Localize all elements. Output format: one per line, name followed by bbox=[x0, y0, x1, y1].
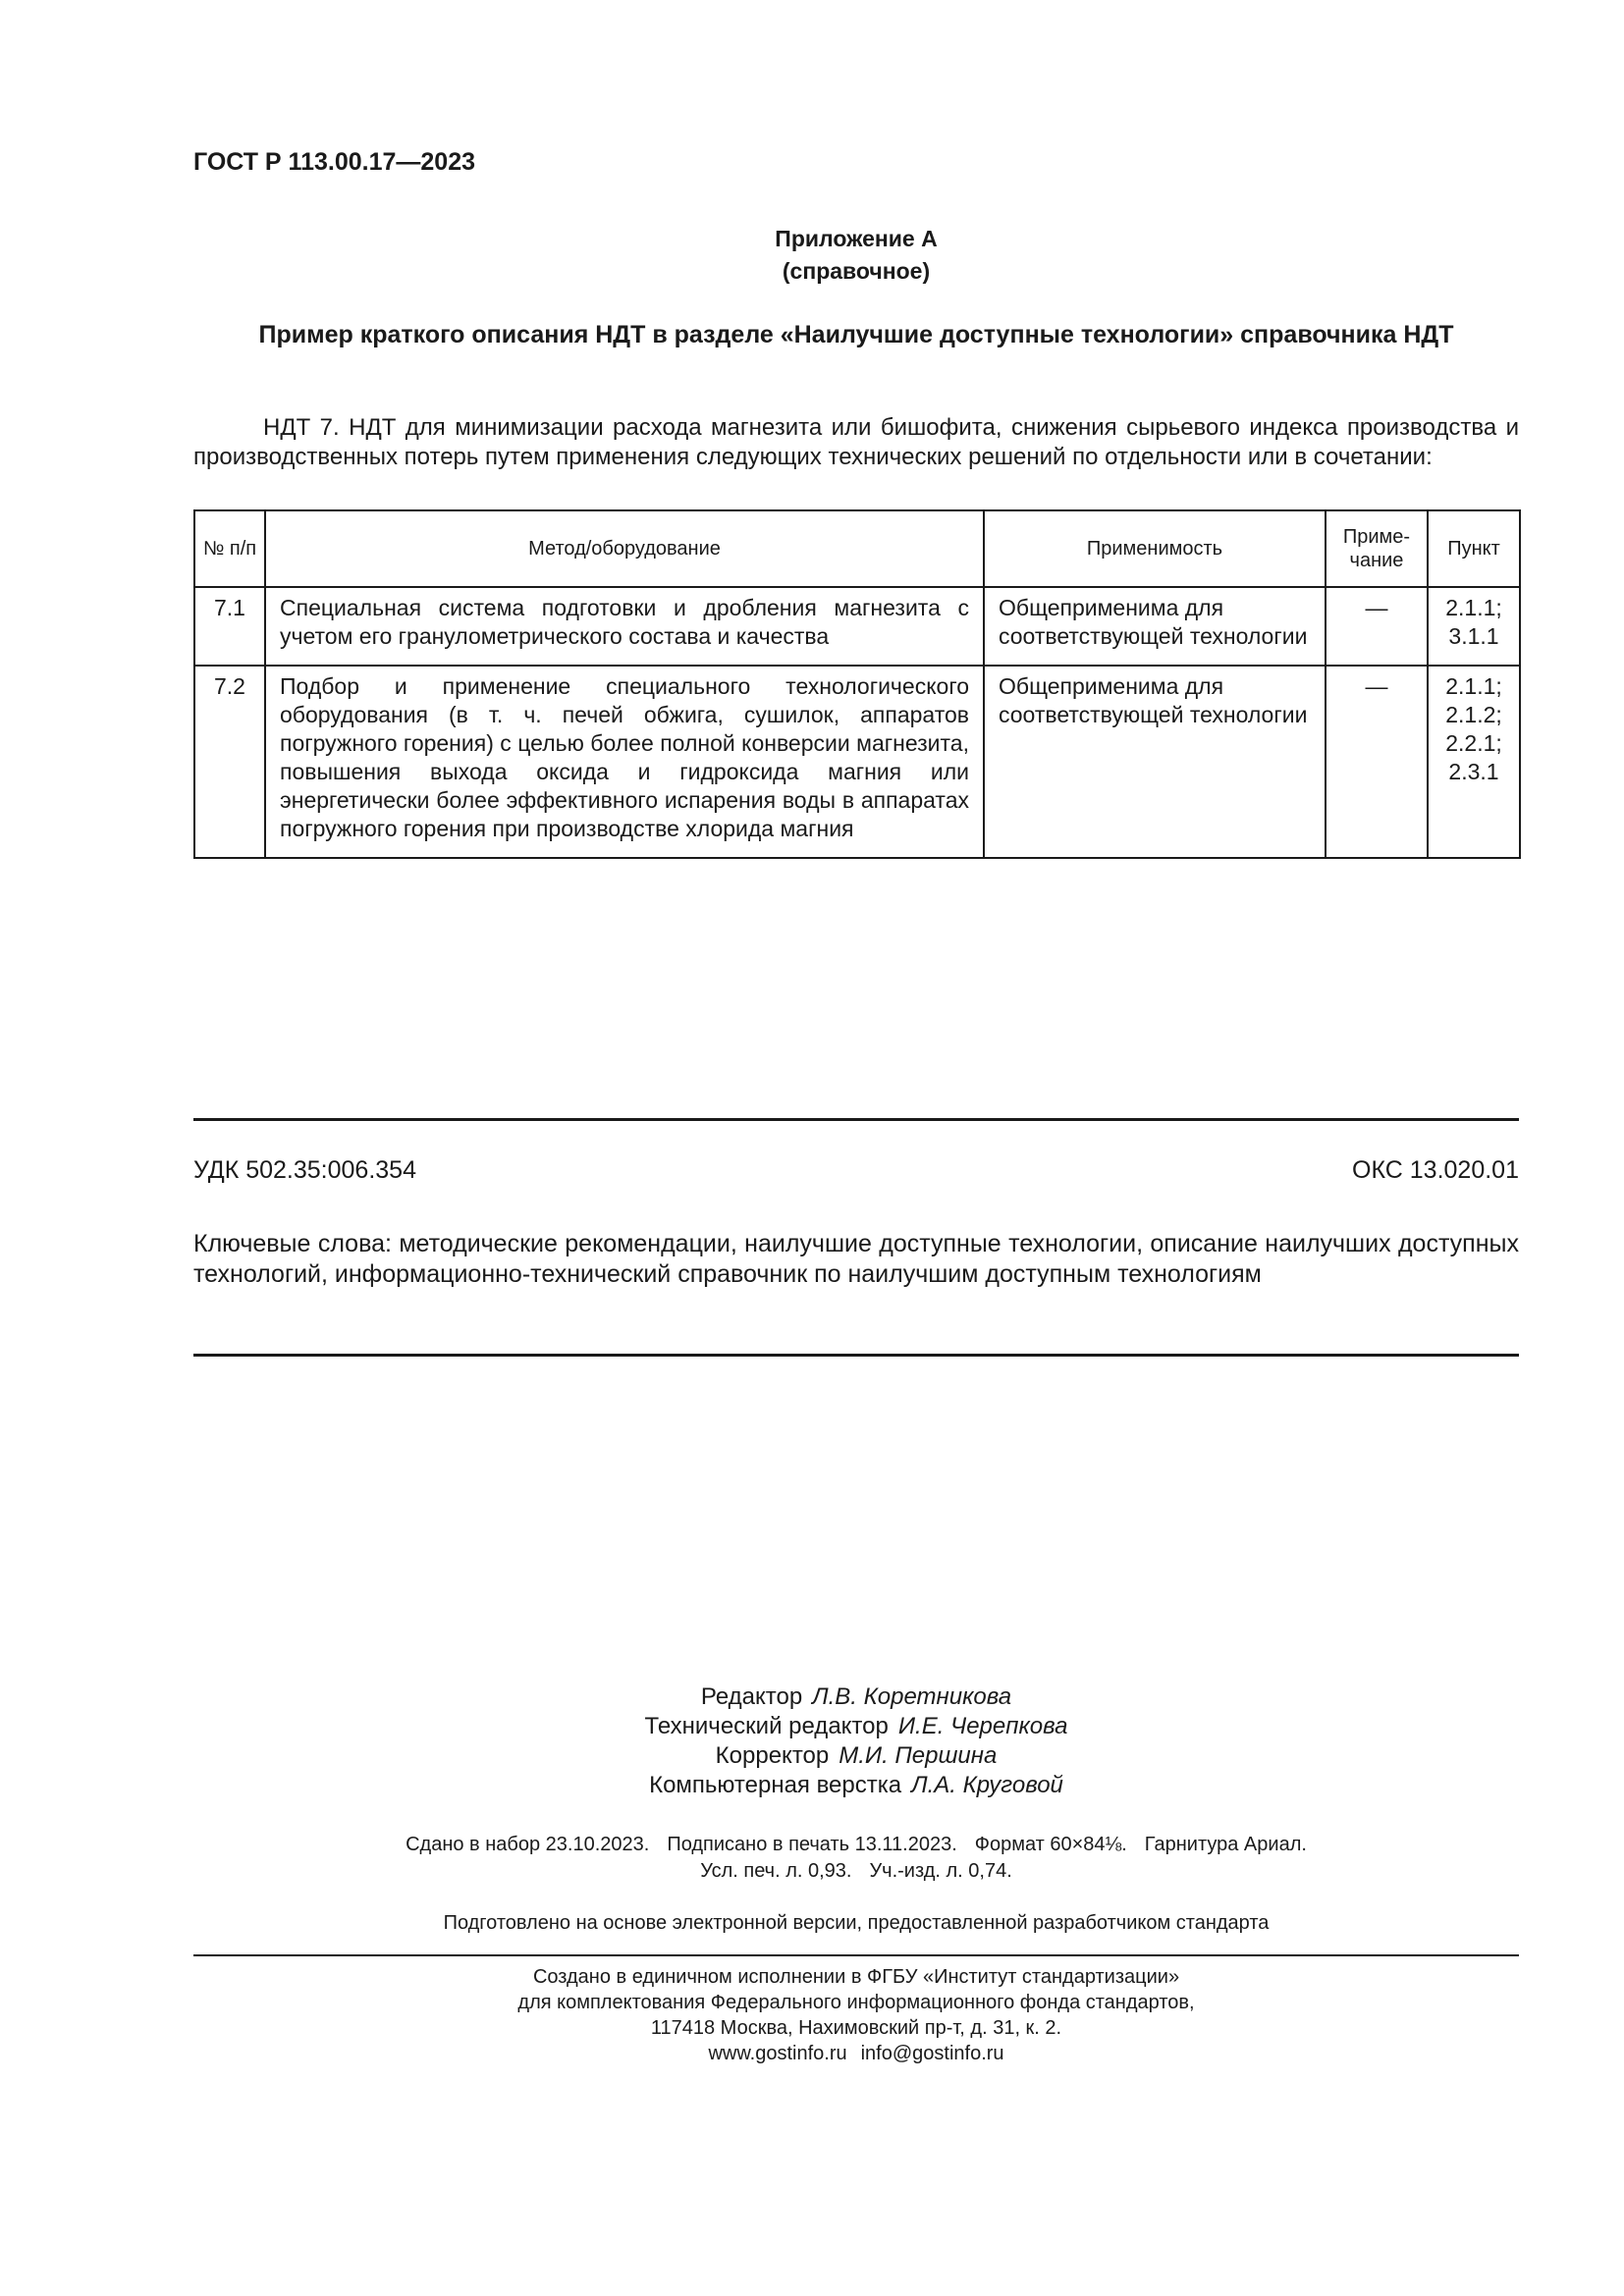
pub-sheets: Уч.-изд. л. 0,74. bbox=[869, 1860, 1012, 1882]
row-note: — bbox=[1326, 666, 1428, 858]
intro-paragraph: НДТ 7. НДТ для минимизации расхода магнезита или бишофита, снижения сырьевого индекса производства и производственных потерь путем применения следующих технических решений по отдельности или в сочетании: bbox=[193, 414, 1519, 470]
row-point: 2.1.1; 2.1.2; 2.2.1; 2.3.1 bbox=[1428, 666, 1520, 858]
publisher-line: для комплектования Федерального информационного фонда стандартов, bbox=[517, 1992, 1195, 2013]
ndt-table bbox=[193, 509, 1521, 859]
appendix-heading: Пример краткого описания НДТ в разделе «Наилучшие доступные технологии» справочника НДТ bbox=[258, 321, 1454, 348]
print-info bbox=[193, 1832, 1519, 1885]
typeface: Гарнитура Ариал. bbox=[1144, 1834, 1307, 1855]
publisher-contacts bbox=[193, 2041, 1519, 2066]
appendix-subtitle: (справочное) bbox=[782, 258, 931, 284]
oks-code: ОКС 13.020.01 bbox=[1352, 1156, 1519, 1184]
header-note: Приме-чание bbox=[1326, 510, 1428, 587]
credit-line bbox=[193, 1682, 1519, 1712]
paper-format: Формат 60×84⅛. bbox=[974, 1834, 1127, 1855]
credit-line bbox=[193, 1712, 1519, 1741]
table-row bbox=[194, 587, 1520, 666]
keywords: Ключевые слова: методические рекомендации, наилучшие доступные технологии, описание наилучших доступных технологий, информационно-технический справочник по наилучшим доступным технологиям bbox=[193, 1230, 1519, 1288]
header-num: № п/п bbox=[194, 510, 265, 587]
print-info-line bbox=[193, 1858, 1519, 1885]
row-applicability: Общеприменима для соответствующей технологии bbox=[984, 666, 1326, 858]
credit-role: Компьютерная верстка bbox=[649, 1772, 902, 1798]
row-num: 7.2 bbox=[194, 666, 265, 858]
submitted-date: Сдано в набор 23.10.2023. bbox=[406, 1834, 650, 1855]
website-link[interactable]: www.gostinfo.ru bbox=[708, 2043, 847, 2064]
divider bbox=[193, 1954, 1519, 1956]
document-code: ГОСТ Р 113.00.17—2023 bbox=[193, 148, 476, 176]
header-applicability: Применимость bbox=[984, 510, 1326, 587]
publisher-line: Создано в единичном исполнении в ФГБУ «Институт стандартизации» bbox=[532, 1966, 1180, 1988]
row-method: Специальная система подготовки и дробления магнезита с учетом его гранулометрического состава и качества bbox=[265, 587, 984, 666]
divider bbox=[193, 1118, 1519, 1121]
header-point: Пункт bbox=[1428, 510, 1520, 587]
credit-person: И.Е. Черепкова bbox=[897, 1713, 1068, 1739]
credit-line bbox=[193, 1741, 1519, 1771]
publisher-block bbox=[193, 1964, 1519, 2066]
credit-person: М.И. Першина bbox=[839, 1742, 998, 1769]
print-info-line bbox=[193, 1832, 1519, 1858]
table-row bbox=[194, 666, 1520, 858]
row-applicability: Общеприменима для соответствующей технологии bbox=[984, 587, 1326, 666]
table-header-row bbox=[194, 510, 1520, 587]
credit-person: Л.А. Круговой bbox=[911, 1772, 1063, 1798]
publisher-line: 117418 Москва, Нахимовский пр-т, д. 31, к. 2. bbox=[650, 2017, 1062, 2039]
appendix-title: Приложение А bbox=[775, 226, 938, 251]
udc-code: УДК 502.35:006.354 bbox=[193, 1156, 416, 1184]
credit-role: Редактор bbox=[700, 1683, 803, 1710]
email-link[interactable]: info@gostinfo.ru bbox=[860, 2043, 1004, 2064]
credit-role: Технический редактор bbox=[644, 1713, 889, 1739]
row-num: 7.1 bbox=[194, 587, 265, 666]
print-sheets: Усл. печ. л. 0,93. bbox=[700, 1860, 852, 1882]
credit-role: Корректор bbox=[715, 1742, 830, 1769]
credit-line bbox=[193, 1771, 1519, 1800]
credits-block bbox=[193, 1682, 1519, 1800]
header-method: Метод/оборудование bbox=[265, 510, 984, 587]
signed-date: Подписано в печать 13.11.2023. bbox=[667, 1834, 957, 1855]
row-note: — bbox=[1326, 587, 1428, 666]
divider bbox=[193, 1354, 1519, 1357]
credit-person: Л.В. Коретникова bbox=[812, 1683, 1012, 1710]
row-method: Подбор и применение специального технологического оборудования (в т. ч. печей обжига, сушилок, аппаратов погружного горения) с целью более полной конверсии магнезита, повышения выхода оксида и гидроксида магния или энергетически более эффективного испарения воды в аппаратах погружного горения при производстве хлорида магния bbox=[265, 666, 984, 858]
prepared-note: Подготовлено на основе электронной версии, предоставленной разработчиком стандарта bbox=[443, 1912, 1270, 1934]
row-point: 2.1.1; 3.1.1 bbox=[1428, 587, 1520, 666]
